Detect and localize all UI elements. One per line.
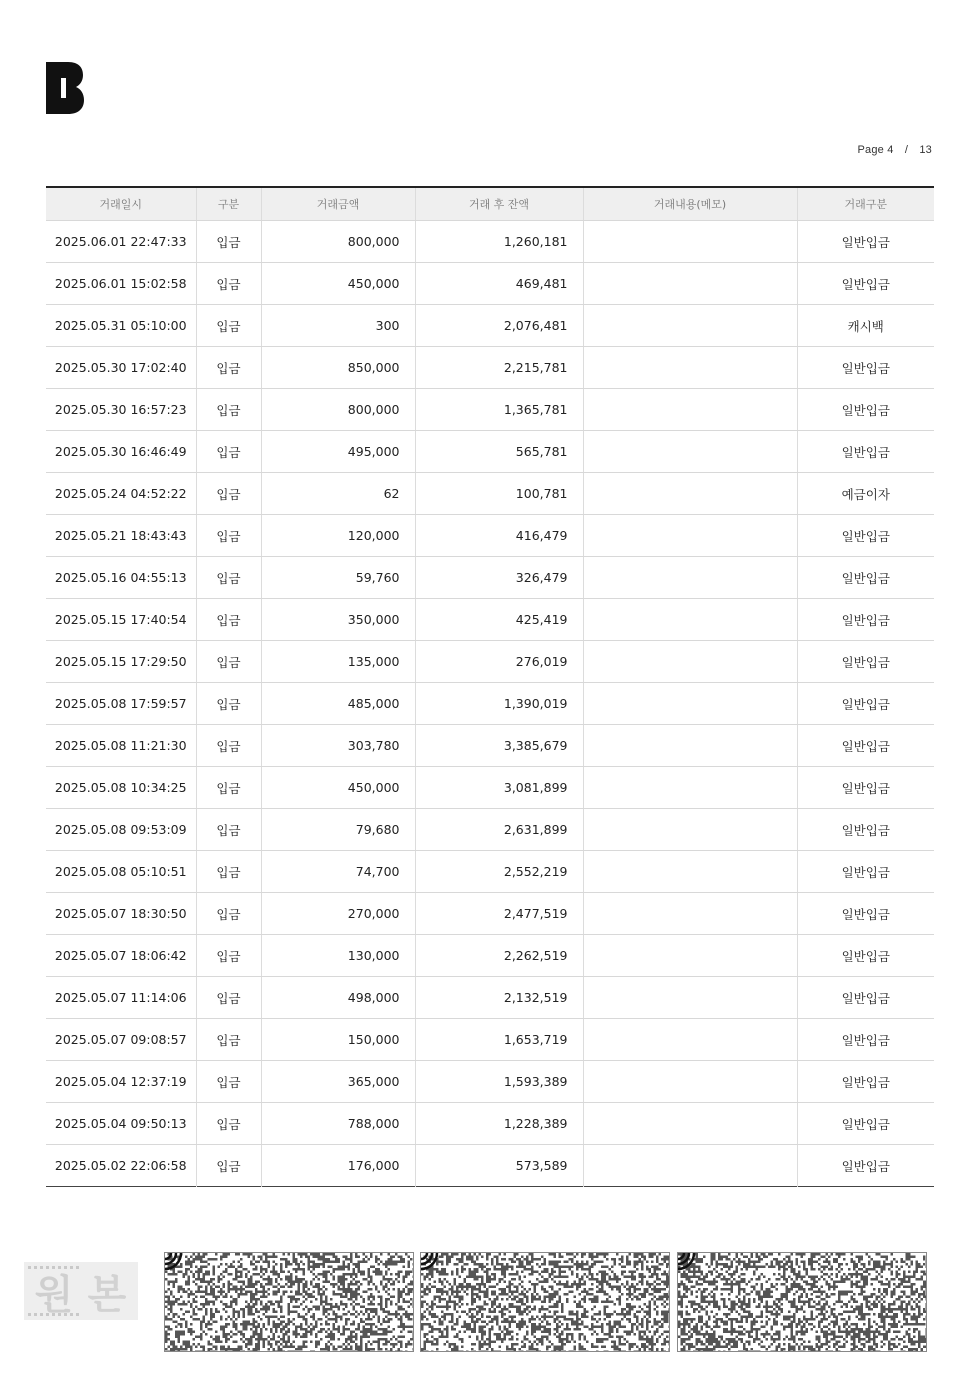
cell-type: 입금 [196,221,261,263]
cell-datetime: 2025.05.04 12:37:19 [46,1061,196,1103]
cell-memo [583,725,797,767]
cell-datetime: 2025.05.07 09:08:57 [46,1019,196,1061]
cell-amount: 450,000 [261,263,415,305]
cell-category: 일반입금 [797,1061,934,1103]
table-row [46,1145,934,1187]
cell-category: 일반입금 [797,977,934,1019]
cell-balance: 1,390,019 [415,683,583,725]
table-row [46,473,934,515]
cell-category: 일반입금 [797,263,934,305]
cell-category: 일반입금 [797,767,934,809]
cell-category: 일반입금 [797,725,934,767]
cell-type: 입금 [196,599,261,641]
cell-amount: 495,000 [261,431,415,473]
cell-memo [583,809,797,851]
table-row [46,305,934,347]
cell-datetime: 2025.05.21 18:43:43 [46,515,196,557]
cell-balance: 100,781 [415,473,583,515]
cell-type: 입금 [196,557,261,599]
cell-amount: 365,000 [261,1061,415,1103]
cell-memo [583,641,797,683]
cell-datetime: 2025.05.08 09:53:09 [46,809,196,851]
cell-category: 예금이자 [797,473,934,515]
table-row [46,725,934,767]
cell-memo [583,599,797,641]
cell-memo [583,935,797,977]
transaction-table [46,186,934,1187]
cell-amount: 800,000 [261,389,415,431]
table-row [46,641,934,683]
cell-category: 일반입금 [797,935,934,977]
cell-category: 일반입금 [797,893,934,935]
cell-balance: 2,076,481 [415,305,583,347]
cell-amount: 850,000 [261,347,415,389]
cell-balance: 565,781 [415,431,583,473]
cell-category: 일반입금 [797,1019,934,1061]
cell-type: 입금 [196,305,261,347]
cell-amount: 120,000 [261,515,415,557]
cell-type: 입금 [196,683,261,725]
cell-memo [583,221,797,263]
cell-datetime: 2025.05.15 17:40:54 [46,599,196,641]
cell-datetime: 2025.05.24 04:52:22 [46,473,196,515]
cell-datetime: 2025.05.30 16:46:49 [46,431,196,473]
cell-memo [583,557,797,599]
table-row [46,515,934,557]
cell-balance: 2,477,519 [415,893,583,935]
table-row [46,809,934,851]
cell-balance: 1,365,781 [415,389,583,431]
cell-datetime: 2025.05.15 17:29:50 [46,641,196,683]
cell-memo [583,473,797,515]
cell-memo [583,767,797,809]
cell-type: 입금 [196,809,261,851]
cell-datetime: 2025.05.07 11:14:06 [46,977,196,1019]
cell-type: 입금 [196,935,261,977]
cell-type: 입금 [196,473,261,515]
2d-barcode-icon [164,1252,414,1352]
cell-datetime: 2025.05.08 11:21:30 [46,725,196,767]
cell-balance: 3,385,679 [415,725,583,767]
cell-category: 캐시백 [797,305,934,347]
table-row [46,263,934,305]
table-row [46,935,934,977]
table-row [46,599,934,641]
cell-memo [583,515,797,557]
table-header-row [46,187,934,221]
table-row [46,1103,934,1145]
cell-balance: 1,228,389 [415,1103,583,1145]
cell-category: 일반입금 [797,221,934,263]
cell-category: 일반입금 [797,599,934,641]
cell-balance: 469,481 [415,263,583,305]
cell-balance: 1,260,181 [415,221,583,263]
cell-category: 일반입금 [797,809,934,851]
column-header-amount: 거래금액 [261,187,415,221]
cell-type: 입금 [196,515,261,557]
cell-amount: 79,680 [261,809,415,851]
page-indicator [857,144,932,156]
cell-memo [583,893,797,935]
table-row [46,1061,934,1103]
cell-memo [583,389,797,431]
table-row [46,1019,934,1061]
cell-balance: 1,653,719 [415,1019,583,1061]
2d-barcode-icon [420,1252,670,1352]
2d-barcode-icon [677,1252,927,1352]
cell-balance: 2,215,781 [415,347,583,389]
cell-amount: 450,000 [261,767,415,809]
cell-category: 일반입금 [797,557,934,599]
table-row [46,767,934,809]
cell-amount: 135,000 [261,641,415,683]
cell-amount: 62 [261,473,415,515]
column-header-balance: 거래 후 잔액 [415,187,583,221]
cell-type: 입금 [196,977,261,1019]
page-separator: / [904,144,909,156]
column-header-datetime: 거래일시 [46,187,196,221]
cell-datetime: 2025.05.16 04:55:13 [46,557,196,599]
cell-type: 입금 [196,431,261,473]
cell-category: 일반입금 [797,641,934,683]
table-row [46,557,934,599]
stamp-char-1: 원 [34,1272,74,1318]
cell-memo [583,1103,797,1145]
cell-balance: 3,081,899 [415,767,583,809]
cell-category: 일반입금 [797,1103,934,1145]
cell-datetime: 2025.05.02 22:06:58 [54,1158,187,1173]
cell-memo [583,1145,797,1187]
cell-balance: 2,552,219 [415,851,583,893]
cell-category: 일반입금 [797,683,934,725]
cell-datetime: 2025.05.30 16:57:23 [46,389,196,431]
transaction-rows [46,221,934,1187]
cell-memo [583,431,797,473]
cell-amount: 498,000 [261,977,415,1019]
cell-type: 입금 [196,851,261,893]
cell-type: 입금 [196,1145,261,1187]
cell-balance: 326,479 [415,557,583,599]
cell-type: 입금 [196,1103,261,1145]
cell-memo [583,347,797,389]
page-label: Page [857,144,884,156]
cell-amount: 800,000 [261,221,415,263]
cell-category: 일반입금 [797,347,934,389]
cell-type: 입금 [196,767,261,809]
cell-datetime: 2025.05.08 10:34:25 [46,767,196,809]
cell-amount: 130,000 [261,935,415,977]
cell-amount: 59,760 [261,557,415,599]
cell-balance: 416,479 [415,515,583,557]
cell-category: 일반입금 [797,389,934,431]
column-header-type: 구분 [196,187,261,221]
cell-datetime: 2025.05.08 17:59:57 [46,683,196,725]
table-row [46,977,934,1019]
table-row [46,893,934,935]
cell-amount: 150,000 [261,1019,415,1061]
cell-datetime: 2025.06.01 15:02:58 [46,263,196,305]
cell-type: 입금 [196,347,261,389]
cell-amount: 788,000 [261,1103,415,1145]
cell-type: 입금 [196,725,261,767]
cell-category: 일반입금 [797,515,934,557]
cell-amount: 303,780 [261,725,415,767]
column-header-category: 거래구분 [797,187,934,221]
brand-logo [46,62,84,114]
table-row [46,347,934,389]
cell-memo [583,305,797,347]
cell-amount: 74,700 [261,851,415,893]
cell-memo [583,1019,797,1061]
page-current: 4 [887,144,894,156]
cell-type: 입금 [196,893,261,935]
cell-balance: 2,631,899 [415,809,583,851]
table-row [46,221,934,263]
cell-type: 입금 [196,641,261,683]
cell-category: 일반입금 [797,851,934,893]
cell-type: 입금 [196,1061,261,1103]
cell-datetime: 2025.05.08 05:10:51 [46,851,196,893]
cell-amount: 350,000 [261,599,415,641]
cell-datetime: 2025.05.07 18:06:42 [46,935,196,977]
document-original-icon [24,1262,138,1320]
cell-category: 일반입금 [797,1145,934,1187]
cell-balance: 573,589 [415,1145,583,1187]
cell-type: 입금 [196,1019,261,1061]
stamp-char-2: 본 [87,1272,127,1318]
cell-datetime: 2025.06.01 22:47:33 [46,221,196,263]
cell-memo [583,1061,797,1103]
cell-datetime: 2025.05.31 05:10:00 [46,305,196,347]
cell-balance: 1,593,389 [415,1061,583,1103]
table-row [46,431,934,473]
cell-category: 일반입금 [797,431,934,473]
cell-memo [583,683,797,725]
cell-balance: 2,132,519 [415,977,583,1019]
cell-amount: 300 [261,305,415,347]
cell-balance: 425,419 [415,599,583,641]
cell-amount: 270,000 [261,893,415,935]
cell-memo [583,851,797,893]
cell-memo [583,263,797,305]
cell-type: 입금 [196,263,261,305]
cell-type: 입금 [196,389,261,431]
table-row [46,851,934,893]
page-total: 13 [919,144,932,156]
cell-datetime: 2025.05.30 17:02:40 [46,347,196,389]
cell-balance: 276,019 [415,641,583,683]
cell-balance: 2,262,519 [415,935,583,977]
cell-memo [583,977,797,1019]
table-row [46,389,934,431]
cell-amount: 485,000 [261,683,415,725]
column-header-memo: 거래내용(메모) [583,187,797,221]
table-row [46,683,934,725]
cell-amount: 176,000 [261,1145,415,1187]
cell-datetime: 2025.05.04 09:50:13 [46,1103,196,1145]
cell-datetime: 2025.05.07 18:30:50 [46,893,196,935]
